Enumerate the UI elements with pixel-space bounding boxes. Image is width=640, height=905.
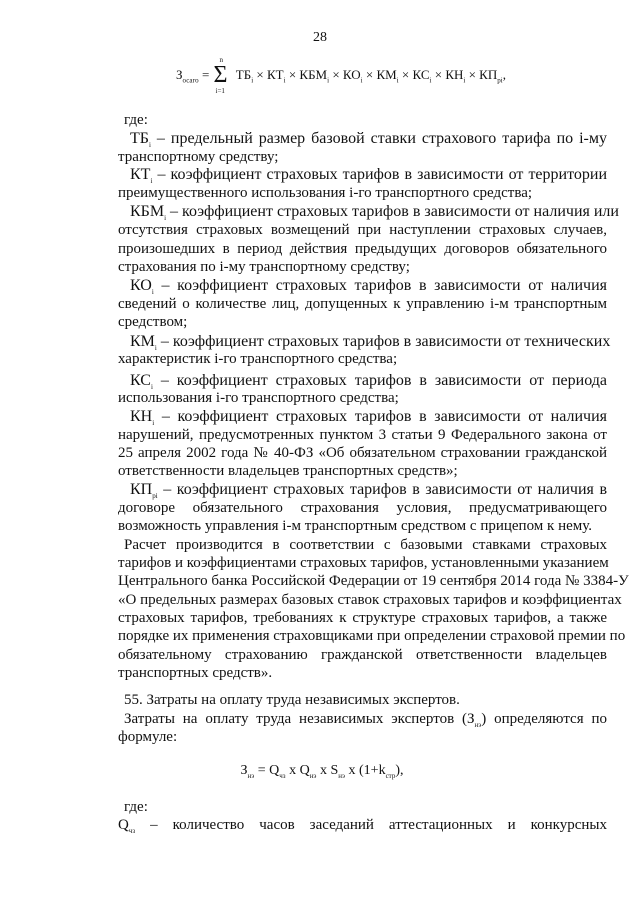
def-kp-line3: возможность управления i-м транспортным средством с прицепом к нему. [118,518,593,534]
page-number: 28 [313,30,327,45]
def-term: КП [130,481,153,498]
term-kt: КТ [266,66,284,82]
term-sub: i [429,76,432,85]
formula-osago: $З_{осаго}$ = n Σ i=1 $ТБ_i \times КТ_i \times КБМ_i \times КО_i \times КМ_i \times КС_i \times КН_i \times КП_{pi}$, [176,56,506,95]
term-sub: pi [497,76,503,85]
op: × [468,66,476,82]
def-ks-line1 [130,372,607,391]
def-sub: pi [152,492,158,501]
f2-lhs-sub: нэ [247,771,255,780]
sum-lower: i=1 [215,87,225,95]
def-sub: i [148,141,151,150]
op: × [332,66,340,82]
def-ks-line2: использования i-го транспортного средства; [118,390,399,406]
def-text: – коэффициент страховых тарифов в зависимости от технических [160,333,611,350]
term-kp: КП [479,66,498,82]
section-intro-line1 [124,711,607,729]
def-sub: i [152,419,155,428]
intro-text: Затраты на оплату труда независимых экспертов (З [124,711,475,727]
last-def-text: – количество часов заседаний аттестационных и конкурсных [150,817,607,833]
def-term: КМ [130,333,155,350]
term-sub: i [396,76,399,85]
op: × [288,66,297,82]
f2-lhs: З [240,763,248,778]
calc-line-3: Центрального банка Российской Федерации от 19 сентября 2014 года № 3384-У [118,573,629,589]
term-ks: КС [412,66,430,82]
f2-s-sub: нэ [338,771,346,780]
def-sub: i [150,383,153,392]
term-sub: i [327,76,330,85]
f2-q2-sub: нэ [309,771,317,780]
def-sub: i [154,344,157,353]
def-ko-line2: сведений о количестве лиц, допущенных к управлению i-м транспортным [118,296,607,312]
f2-k-sub: стр [385,771,396,780]
def-term: КТ [130,166,151,183]
last-def-sub: чз [128,827,136,835]
where-label: где: [124,112,148,128]
term-sub: i [360,76,363,85]
f2-x3: x (1+k [345,763,386,778]
formula-experts [2,763,640,780]
where-label-2: где: [124,799,148,815]
term-sub: i [251,76,254,85]
section-intro-line2: формуле: [118,729,178,745]
def-tb-line1 [130,130,607,149]
sigma-icon: Σ [213,62,228,88]
def-kbm-line4: страхования по i-му транспортному средству; [118,259,410,275]
formula-lhs-sub: осаго [182,76,199,85]
def-sub: i [150,177,153,186]
calc-line-6: порядке их применения страховщиками при определении страховой премии по [118,628,626,644]
f2-end: ), [395,763,404,778]
def-kn-line1 [130,408,607,427]
last-def-term: Q [118,817,129,833]
f2-x2: x S [316,763,339,778]
def-kn-line4: ответственности владельцев транспортных средств»; [118,463,458,479]
formula-eq: = [201,66,210,82]
calc-line-8: транспортных средств». [118,665,273,681]
def-km-line2: характеристик i-го транспортного средства; [118,351,398,367]
last-def-line [118,817,607,835]
def-kn-line2: нарушений, предусмотренных пунктом 3 статьи 9 Федерального закона от [118,427,607,443]
intro-sub: нэ [474,721,482,729]
def-kp-line2: договоре обязательного страхования условия, предусматривающего [118,500,607,516]
def-ko-line3: средством; [118,314,188,330]
sum-symbol [213,58,233,94]
def-kbm-line3: произошедших в период действия предыдущих договоров обязательного [118,241,607,257]
sum-upper: n [219,56,224,64]
def-term: КБМ [130,203,165,220]
formula-lhs: З [176,66,183,82]
term-kbm: КБМ [299,66,328,82]
def-term: ТБ [130,130,149,147]
def-kp-line1 [130,481,607,500]
def-term: КС [130,372,151,389]
def-kt-line2: преимущественного использования i-го транспортного средства; [118,185,533,201]
def-term: КО [130,277,152,294]
def-text: – коэффициент страховых тарифов в зависимости от наличия [161,277,608,294]
def-term: КН [130,408,153,425]
calc-line-2: тарифов и коэффициентами страховых тарифов, установленными указанием [118,555,609,571]
def-text: – коэффициент страховых тарифов в зависимости от наличия или [170,203,619,220]
term-sub: i [463,76,466,85]
op: × [256,66,264,82]
term-km: КМ [376,66,397,82]
op: × [401,66,410,82]
def-ko-line1 [130,277,607,296]
def-text: – предельный размер базовой ставки страхового тарифа по i-му [156,130,608,147]
calc-line-7: обязательному страхованию гражданской ответственности владельцев [118,647,607,663]
def-text: – коэффициент страховых тарифов в зависимости от территории [157,166,608,183]
calc-line-4: «О предельных размерах базовых ставок страховых тарифов и коэффициентах [118,592,622,608]
term-tb: ТБ [235,66,252,82]
op: × [365,66,374,82]
op: × [434,66,443,82]
def-kbm-line2: отсутствия страховых возмещений при наступлении страховых случаев, [118,222,607,238]
def-kt-line1 [130,166,607,185]
calc-line-5: страховых тарифов, требованиях к структуре страховых тарифов, а также [118,610,607,626]
section-heading: 55. Затраты на оплату труда независимых экспертов. [124,692,460,708]
def-sub: i [164,214,167,223]
def-text: – коэффициент страховых тарифов в зависимости от наличия в [163,481,608,498]
def-tb-line2: транспортному средству; [118,149,279,165]
f2-q1-sub: чз [279,771,286,780]
def-sub: i [151,288,154,297]
def-kbm-line1 [130,203,619,223]
def-kn-line3: 25 апреля 2002 года № 40-ФЗ «Об обязательном страховании гражданской [118,445,607,461]
def-text: – коэффициент страховых тарифов в зависимости от наличия [161,408,607,425]
calc-line-1: Расчет производится в соответствии с базовыми ставками страховых [124,537,607,553]
term-sub: i [283,76,286,85]
term-kn: КН [445,66,464,82]
f2-eq: = Q [257,763,280,778]
def-text: – коэффициент страховых тарифов в зависимости от периода [160,372,608,389]
def-km-line1 [130,333,611,353]
term-ko: КО [342,66,361,82]
f2-x1: x Q [285,763,310,778]
intro-text-end: ) определяются по [481,711,607,727]
